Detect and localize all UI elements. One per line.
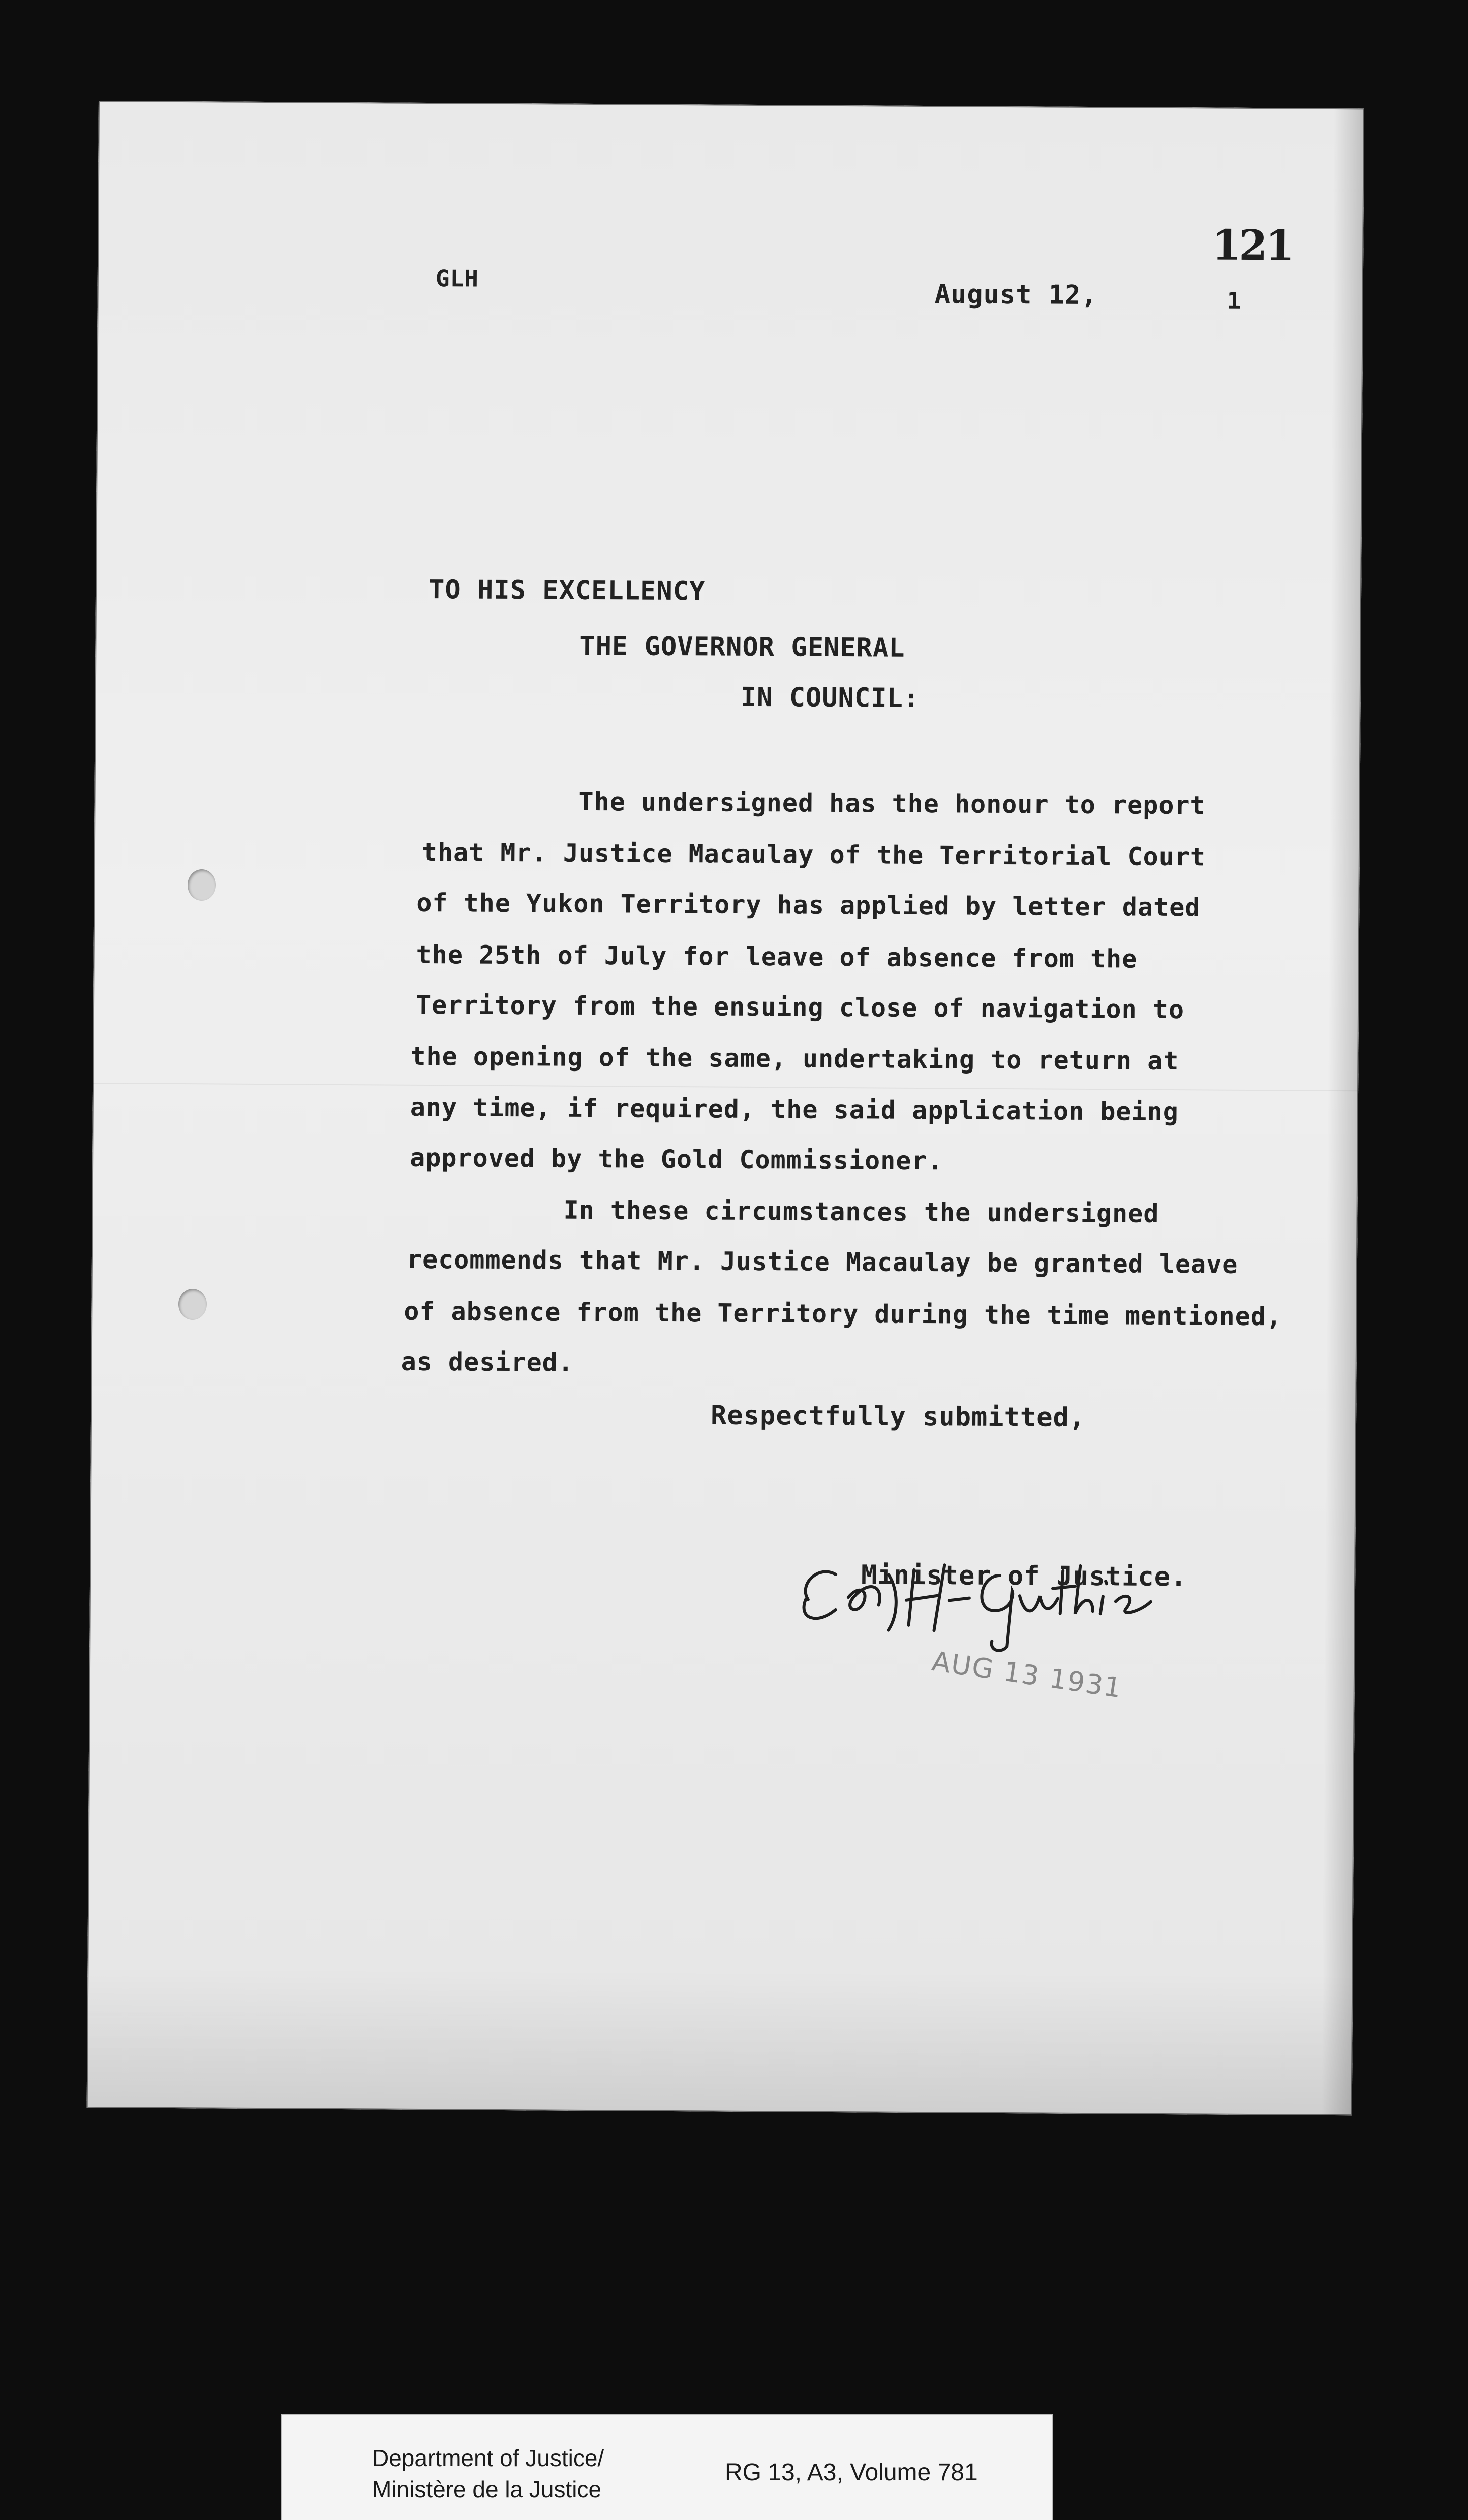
page-number: 1 <box>1227 287 1242 314</box>
archive-reference-label <box>281 2414 1053 2520</box>
body-line: The undersigned has the honour to report <box>578 787 1206 821</box>
body-line: In these circumstances the undersigned <box>563 1195 1159 1228</box>
address-line-1: TO HIS EXCELLENCY <box>428 575 706 607</box>
signatory-title: Minister of Justice. <box>861 1560 1187 1593</box>
body-line: Territory from the ensuing close of navigation to <box>415 990 1185 1025</box>
address-line-3: IN COUNCIL: <box>740 682 920 714</box>
body-line: of absence from the Territory during the time mentioned, <box>404 1296 1282 1332</box>
folio-number: 121 <box>1211 221 1293 270</box>
body-line: the opening of the same, undertaking to return at <box>410 1041 1179 1076</box>
page-edge-shadow <box>1322 108 1364 2115</box>
page-bottom-shade <box>87 1967 1353 2115</box>
date-received-stamp: AUG 13 1931 <box>930 1645 1125 1705</box>
body-line: as desired. <box>401 1347 574 1377</box>
body-line: approved by the Gold Commissioner. <box>410 1143 943 1176</box>
document-page <box>87 101 1364 2115</box>
body-line: the 25th of July for leave of absence from the <box>416 939 1138 974</box>
department-french: Ministère de la Justice <box>372 2476 602 2502</box>
body-line: recommends that Mr. Justice Macaulay be granted leave <box>406 1244 1238 1279</box>
department-english: Department of Justice/ <box>372 2445 604 2471</box>
body-line: that Mr. Justice Macaulay of the Territorial Court <box>421 837 1206 872</box>
punch-hole-upper <box>188 869 216 901</box>
initials: GLH <box>435 265 479 292</box>
document-date: August 12, <box>934 279 1097 311</box>
address-line-2: THE GOVERNOR GENERAL <box>579 631 905 663</box>
punch-hole-lower <box>178 1289 207 1320</box>
page-crease <box>93 1083 1358 1091</box>
body-line: of the Yukon Territory has applied by letter dated <box>416 888 1201 922</box>
archive-reference: RG 13, A3, Volume 781 <box>725 2459 978 2486</box>
body-line: any time, if required, the said application being <box>410 1092 1179 1127</box>
valediction: Respectfully submitted, <box>710 1400 1086 1433</box>
